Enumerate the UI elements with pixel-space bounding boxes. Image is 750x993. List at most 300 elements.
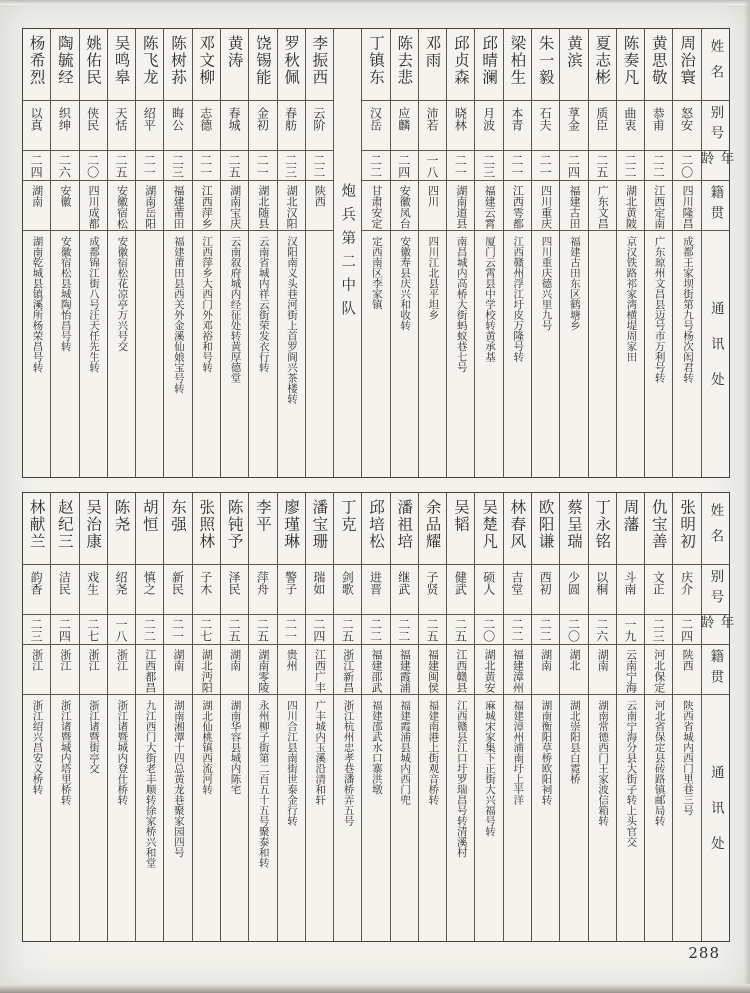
age-cell: 二五 xyxy=(108,151,135,181)
alias-cell: 云阶 xyxy=(306,101,333,151)
address-cell: 云南宁海分县大街子转上头官交 xyxy=(625,700,638,847)
origin-cell: 湖北随县 xyxy=(249,181,276,231)
address-cell: 麻城宋家集下正街大兴福号转 xyxy=(483,700,496,837)
alias-cell: 健武 xyxy=(447,565,474,615)
person-column xyxy=(135,29,163,477)
name-cell: 胡恒 xyxy=(136,493,163,565)
person-column xyxy=(531,493,559,941)
age-cell: 二五 xyxy=(334,615,361,645)
alias-cell: 萍舟 xyxy=(249,565,276,615)
origin-cell: 福建云霄 xyxy=(475,181,502,231)
address-cell: 湖南湘潭十四总黄龙巷聚家园四号 xyxy=(172,700,185,858)
person-column xyxy=(672,493,700,941)
age-cell: 二〇 xyxy=(560,615,587,645)
origin-cell: 福建闽侯 xyxy=(419,645,446,695)
person-column xyxy=(588,29,616,477)
person-column xyxy=(107,29,135,477)
name-cell: 李平 xyxy=(249,493,276,565)
age-cell: 二五 xyxy=(447,615,474,645)
alias-cell: 绍平 xyxy=(136,101,163,151)
address-cell: 云南叙府城内经征处转黄厚德堂 xyxy=(229,236,242,383)
age-cell: 二四 xyxy=(673,615,700,645)
person-column xyxy=(418,493,446,941)
person-column xyxy=(644,493,672,941)
age-cell: 二四 xyxy=(560,151,587,181)
age-cell: 二五 xyxy=(249,615,276,645)
name-cell: 杨希烈 xyxy=(23,29,50,101)
alias-cell: 庆介 xyxy=(673,565,700,615)
address-cell: 广丰城内玉溪沿清和轩 xyxy=(314,700,327,805)
age-cell: 二二 xyxy=(617,151,644,181)
person-column xyxy=(503,493,531,941)
address-cell: 福建漳州浦南圩上半洋 xyxy=(512,700,525,805)
address-cell: 陕西省城内西门里巷三号 xyxy=(681,700,694,816)
person-column xyxy=(23,493,50,941)
person-column xyxy=(559,29,587,477)
address-cell: 河北省保定县砖路镇邮局转 xyxy=(653,700,666,826)
name-cell: 陈树荪 xyxy=(164,29,191,101)
alias-cell: 莩金 xyxy=(560,101,587,151)
age-cell: 二一 xyxy=(164,615,191,645)
address-cell: 湖南衡阳草桥欧阳祠转 xyxy=(540,700,553,805)
address-cell: 安徽宿松县城陶怡昌号转 xyxy=(59,236,72,352)
origin-cell: 江西雩都 xyxy=(504,181,531,231)
name-cell: 黄思敬 xyxy=(645,29,672,101)
name-cell: 陶毓经 xyxy=(51,29,78,101)
address-cell: 福建古田东区鹤塘乡 xyxy=(568,236,581,331)
origin-cell: 湖北黄安 xyxy=(475,645,502,695)
name-cell: 廖瑾琳 xyxy=(278,493,305,565)
address-cell: 江西萍乡大西门外邓裕和号转 xyxy=(201,236,214,373)
name-cell: 林献兰 xyxy=(23,493,50,565)
section-title-column xyxy=(333,29,361,477)
alias-cell: 洁民 xyxy=(51,565,78,615)
person-column xyxy=(135,493,163,941)
person-column xyxy=(192,29,220,477)
alias-cell: 曲衷 xyxy=(617,101,644,151)
name-cell: 邓雨 xyxy=(419,29,446,101)
row-header-label: 别号 xyxy=(702,101,729,151)
name-cell: 余品耀 xyxy=(419,493,446,565)
age-cell: 二四 xyxy=(391,151,418,181)
age-cell: 二二 xyxy=(391,615,418,645)
row-header-label: 年龄 xyxy=(702,151,729,181)
person-column xyxy=(163,493,191,941)
name-cell: 陈钝予 xyxy=(221,493,248,565)
alias-cell: 新民 xyxy=(164,565,191,615)
address-cell: 京汉铁路祁家湾横堤周家田 xyxy=(625,236,638,362)
name-cell: 林春风 xyxy=(504,493,531,565)
name-cell: 欧阳谦 xyxy=(532,493,559,565)
age-cell: 一九 xyxy=(617,615,644,645)
alias-cell: 汉岳 xyxy=(362,101,389,151)
name-cell: 陈去悲 xyxy=(391,29,418,101)
name-cell: 黄滨 xyxy=(560,29,587,101)
person-column xyxy=(50,493,78,941)
origin-cell: 湖南 xyxy=(23,181,50,231)
alias-cell: 继武 xyxy=(391,565,418,615)
name-cell: 邓文柳 xyxy=(193,29,220,101)
person-column xyxy=(361,29,389,477)
address-cell: 湖北仙桃镇西流河转 xyxy=(201,700,214,795)
alias-cell: 恭甫 xyxy=(645,101,672,151)
age-cell: 二三 xyxy=(23,615,50,645)
address-cell: 九江西门大街老丰顺转徐家桥兴和堂 xyxy=(144,700,157,868)
address-cell: 永州柳子街第二百五十五号聚泰和转 xyxy=(257,700,270,868)
name-cell: 朱一毅 xyxy=(532,29,559,101)
person-column xyxy=(248,493,276,941)
address-cell: 福建莆田县西关外金溪仙娘宝号转 xyxy=(172,236,185,394)
origin-cell: 湖南宝庆 xyxy=(221,181,248,231)
origin-cell: 福建邵武 xyxy=(362,645,389,695)
person-column xyxy=(277,493,305,941)
origin-cell: 四川成都 xyxy=(80,181,107,231)
alias-cell: 怒安 xyxy=(673,101,700,151)
origin-cell: 江西广丰 xyxy=(306,645,333,695)
name-cell: 张照林 xyxy=(193,493,220,565)
origin-cell: 浙江 xyxy=(80,645,107,695)
person-column xyxy=(23,29,50,477)
origin-cell: 河北保定 xyxy=(645,645,672,695)
origin-cell: 江西定南 xyxy=(645,181,672,231)
origin-cell: 湖北黄陂 xyxy=(617,181,644,231)
alias-cell: 质臣 xyxy=(589,101,616,151)
address-cell: 四川重庆德兴里九号 xyxy=(540,236,553,331)
age-cell: 二〇 xyxy=(80,151,107,181)
address-cell: 广东琼州文昌县迈号市万利号转 xyxy=(653,236,666,383)
person-column xyxy=(616,493,644,941)
origin-cell: 湖南 xyxy=(532,645,559,695)
origin-cell: 陕西 xyxy=(306,181,333,231)
name-cell: 陈奏凡 xyxy=(617,29,644,101)
address-cell: 浙江诸暨街亭交 xyxy=(88,700,101,774)
alias-cell: 戏生 xyxy=(80,565,107,615)
name-cell: 赵纪三 xyxy=(51,493,78,565)
name-cell: 丁克 xyxy=(334,493,361,565)
name-cell: 张明初 xyxy=(673,493,700,565)
alias-cell: 韵香 xyxy=(23,565,50,615)
origin-cell: 福建漳州 xyxy=(504,645,531,695)
name-cell: 丁永铭 xyxy=(589,493,616,565)
address-cell: 厦门云霄县中学校转黄承基 xyxy=(483,236,496,362)
origin-cell: 江西萍乡 xyxy=(193,181,220,231)
origin-cell: 广东文昌 xyxy=(589,181,616,231)
name-cell: 吴韬 xyxy=(447,493,474,565)
name-cell: 潘宝珊 xyxy=(306,493,333,565)
person-column xyxy=(672,29,700,477)
address-cell: 湖南华容县城内陈宅 xyxy=(229,700,242,795)
age-cell: 二五 xyxy=(419,615,446,645)
age-cell: 二三 xyxy=(278,151,305,181)
name-cell: 吴治康 xyxy=(80,493,107,565)
scan-edge-top xyxy=(0,0,750,5)
age-cell: 二一 xyxy=(447,151,474,181)
address-cell: 安徽寿县庆兴和收转 xyxy=(399,236,412,331)
alias-cell: 绍尧 xyxy=(108,565,135,615)
age-cell: 二一 xyxy=(249,151,276,181)
person-column xyxy=(163,29,191,477)
age-cell: 二五 xyxy=(589,151,616,181)
address-cell: 江西赣州浮江圩皮万隆号转 xyxy=(512,236,525,362)
address-cell: 南昌城内高桥大街蚂蚁巷七号 xyxy=(455,236,468,373)
age-cell: 二一 xyxy=(278,615,305,645)
person-column xyxy=(503,29,531,477)
section-title-text: 炮兵第二中队 xyxy=(339,182,356,324)
person-column xyxy=(50,29,78,477)
alias-cell: 子木 xyxy=(193,565,220,615)
row-header-label: 通讯处 xyxy=(707,764,724,872)
alias-cell: 石夫 xyxy=(532,101,559,151)
origin-cell: 安徽宿松 xyxy=(108,181,135,231)
age-cell: 二〇 xyxy=(475,615,502,645)
alias-cell: 应麟 xyxy=(391,101,418,151)
person-column xyxy=(616,29,644,477)
origin-cell: 浙江 xyxy=(51,645,78,695)
person-column xyxy=(644,29,672,477)
origin-cell: 甘肃安定 xyxy=(362,181,389,231)
person-column xyxy=(446,29,474,477)
person-column xyxy=(333,493,361,941)
origin-cell: 安徽凤台 xyxy=(391,181,418,231)
person-column xyxy=(107,493,135,941)
alias-cell: 志德 xyxy=(193,101,220,151)
name-cell: 吴鸣皋 xyxy=(108,29,135,101)
person-column xyxy=(305,493,333,941)
alias-cell: 春舫 xyxy=(278,101,305,151)
alias-cell: 以真 xyxy=(23,101,50,151)
person-column xyxy=(588,493,616,941)
age-cell: 二二 xyxy=(306,151,333,181)
origin-cell: 四川隆昌 xyxy=(673,181,700,231)
age-cell: 二七 xyxy=(80,615,107,645)
address-cell xyxy=(589,231,616,477)
name-cell: 饶锡能 xyxy=(249,29,276,101)
alias-cell: 侠民 xyxy=(80,101,107,151)
alias-cell: 慎之 xyxy=(136,565,163,615)
age-cell: 二四 xyxy=(306,615,333,645)
age-cell: 二二 xyxy=(645,151,672,181)
age-cell: 二三 xyxy=(475,151,502,181)
person-column xyxy=(418,29,446,477)
address-cell: 湖南常德西门王家波信箱转 xyxy=(597,700,610,826)
origin-cell: 福建古田 xyxy=(560,181,587,231)
person-column xyxy=(531,29,559,477)
alias-cell: 泽民 xyxy=(221,565,248,615)
alias-cell: 剑歌 xyxy=(334,565,361,615)
age-cell: 二四 xyxy=(23,151,50,181)
address-cell: 浙江诸暨城内塔里桥转 xyxy=(59,700,72,805)
alias-cell: 本青 xyxy=(504,101,531,151)
person-column xyxy=(474,493,502,941)
address-cell: 云南省城内祥云街荣发衣行转 xyxy=(257,236,270,373)
origin-cell: 湖北 xyxy=(560,645,587,695)
age-cell: 二一 xyxy=(193,151,220,181)
origin-cell: 湖南岳阳 xyxy=(136,181,163,231)
name-cell: 周藩 xyxy=(617,493,644,565)
roster-table-bottom xyxy=(22,492,734,942)
alias-cell: 金初 xyxy=(249,101,276,151)
name-cell: 仇宝善 xyxy=(645,493,672,565)
alias-cell: 吉堂 xyxy=(504,565,531,615)
age-cell: 二一 xyxy=(136,151,163,181)
name-cell: 东强 xyxy=(164,493,191,565)
age-cell: 二七 xyxy=(193,615,220,645)
address-cell: 湖南乾城县镇溪所杨荣昌号转 xyxy=(31,236,44,373)
person-column xyxy=(79,493,107,941)
name-cell: 潘祖培 xyxy=(391,493,418,565)
origin-cell: 湖北沔阳 xyxy=(193,645,220,695)
name-cell: 李振西 xyxy=(306,29,333,101)
address-cell xyxy=(136,231,163,477)
origin-cell: 浙江新昌 xyxy=(334,645,361,695)
origin-cell: 湖北汉阳 xyxy=(278,181,305,231)
alias-cell: 警子 xyxy=(278,565,305,615)
alias-cell: 天恬 xyxy=(108,101,135,151)
name-cell: 邱晴澜 xyxy=(475,29,502,101)
person-column xyxy=(220,29,248,477)
alias-cell: 子贤 xyxy=(419,565,446,615)
row-header-label: 年龄 xyxy=(702,615,729,645)
age-cell: 二二 xyxy=(532,615,559,645)
origin-cell: 福建霞浦 xyxy=(391,645,418,695)
age-cell: 二六 xyxy=(589,615,616,645)
person-column xyxy=(192,493,220,941)
origin-cell: 陕西 xyxy=(673,645,700,695)
alias-cell: 织绅 xyxy=(51,101,78,151)
address-cell: 江西赣县江口圩罗瑞昌号转清溪村 xyxy=(455,700,468,858)
address-cell: 成都王家坝街第九号杨次闳君转 xyxy=(681,236,694,383)
address-cell: 福建南港上街观音桥转 xyxy=(427,700,440,805)
age-cell: 二五 xyxy=(221,151,248,181)
address-cell: 浙江诸暨城内登仕桥转 xyxy=(116,700,129,805)
row-header-label: 通讯处 xyxy=(707,300,724,408)
alias-cell: 沛若 xyxy=(419,101,446,151)
address-cell: 汉阳南义头巷河街上首罗阆兴茶楼转 xyxy=(286,236,299,404)
alias-cell: 进晋 xyxy=(362,565,389,615)
row-header-column xyxy=(697,493,734,941)
age-cell: 二一 xyxy=(532,151,559,181)
alias-cell: 春城 xyxy=(221,101,248,151)
origin-cell: 安徽 xyxy=(51,181,78,231)
person-column xyxy=(474,29,502,477)
age-cell: 二二 xyxy=(136,615,163,645)
age-cell: 二〇 xyxy=(673,151,700,181)
origin-cell: 湖南道县 xyxy=(447,181,474,231)
age-cell: 二三 xyxy=(645,615,672,645)
alias-cell: 文正 xyxy=(645,565,672,615)
person-column xyxy=(390,493,418,941)
name-cell: 周治寰 xyxy=(673,29,700,101)
age-cell: 一八 xyxy=(108,615,135,645)
name-cell: 姚佑民 xyxy=(80,29,107,101)
alias-cell: 瑞如 xyxy=(306,565,333,615)
origin-cell: 四川 xyxy=(419,181,446,231)
age-cell: 二四 xyxy=(51,615,78,645)
person-column xyxy=(79,29,107,477)
person-column xyxy=(390,29,418,477)
address-cell: 四川江北县平坦乡 xyxy=(427,236,440,320)
alias-cell: 斗南 xyxy=(617,565,644,615)
origin-cell: 湖南 xyxy=(164,645,191,695)
alias-cell: 月波 xyxy=(475,101,502,151)
alias-cell: 西初 xyxy=(532,565,559,615)
origin-cell: 云南宁海 xyxy=(617,645,644,695)
address-cell: 浙江绍兴昌安义桥转 xyxy=(31,700,44,795)
age-cell: 二二 xyxy=(504,615,531,645)
origin-cell: 湖南 xyxy=(221,645,248,695)
address-cell: 安徽宿松花凉亭万兴号交 xyxy=(116,236,129,352)
name-cell: 罗秋佩 xyxy=(278,29,305,101)
age-cell: 二三 xyxy=(164,151,191,181)
address-cell xyxy=(306,231,333,477)
address-cell: 四川合江县南街世泰金行转 xyxy=(286,700,299,826)
name-cell: 黄涛 xyxy=(221,29,248,101)
address-cell: 浙江杭州忠孝巷潘桥弄五号 xyxy=(342,700,355,826)
row-header-label: 姓名 xyxy=(702,29,729,101)
name-cell: 梁柏生 xyxy=(504,29,531,101)
person-column xyxy=(559,493,587,941)
origin-cell: 浙江 xyxy=(23,645,50,695)
scan-edge-right xyxy=(744,0,750,993)
alias-cell: 晦公 xyxy=(164,101,191,151)
name-cell: 邱培松 xyxy=(362,493,389,565)
row-header-label: 籍贯 xyxy=(702,181,729,231)
address-cell: 福建邵武水口寨洪墩 xyxy=(370,700,383,795)
origin-cell: 湖南零陵 xyxy=(249,645,276,695)
origin-cell: 浙江 xyxy=(108,645,135,695)
roster-table-top xyxy=(22,28,734,478)
person-column xyxy=(277,29,305,477)
address-cell: 定西南区李家镇 xyxy=(370,236,383,310)
person-column xyxy=(446,493,474,941)
alias-cell: 晓林 xyxy=(447,101,474,151)
origin-cell: 湖南 xyxy=(589,645,616,695)
row-header-label: 别号 xyxy=(702,565,729,615)
age-cell: 二五 xyxy=(221,615,248,645)
row-header-column xyxy=(697,29,734,477)
name-cell: 吴楚凡 xyxy=(475,493,502,565)
name-cell: 蔡呈瑞 xyxy=(560,493,587,565)
alias-cell: 以桐 xyxy=(589,565,616,615)
scan-edge-bottom xyxy=(0,984,750,993)
age-cell: 一八 xyxy=(419,151,446,181)
address-cell: 成都锦江街八号汪天任先生转 xyxy=(88,236,101,373)
age-cell: 二六 xyxy=(51,151,78,181)
age-cell: 二一 xyxy=(504,151,531,181)
person-column xyxy=(361,493,389,941)
origin-cell: 四川重庆 xyxy=(532,181,559,231)
alias-cell: 硕人 xyxy=(475,565,502,615)
origin-cell: 福建莆田 xyxy=(164,181,191,231)
person-column xyxy=(305,29,333,477)
address-cell: 湖北崇阳县白霓桥 xyxy=(568,700,581,784)
alias-cell: 少圆 xyxy=(560,565,587,615)
age-cell: 二二 xyxy=(362,151,389,181)
age-cell: 二二 xyxy=(362,615,389,645)
row-header-label: 姓名 xyxy=(702,493,729,565)
origin-cell: 江西赣县 xyxy=(447,645,474,695)
page-number: 288 xyxy=(688,944,720,962)
origin-cell: 江西都昌 xyxy=(136,645,163,695)
row-header-label: 籍贯 xyxy=(702,645,729,695)
name-cell: 陈尧 xyxy=(108,493,135,565)
name-cell: 夏志彬 xyxy=(589,29,616,101)
person-column xyxy=(220,493,248,941)
name-cell: 邱贞森 xyxy=(447,29,474,101)
name-cell: 丁镇东 xyxy=(362,29,389,101)
person-column xyxy=(248,29,276,477)
address-cell: 福建霞浦县城内西门兜 xyxy=(399,700,412,805)
